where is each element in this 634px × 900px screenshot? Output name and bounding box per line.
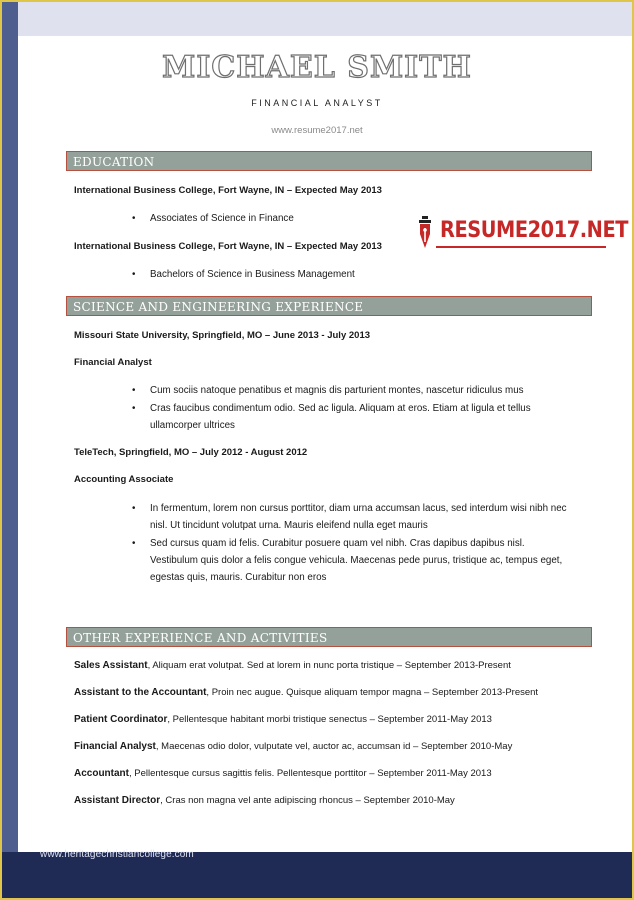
bullet-glyph: • xyxy=(132,538,136,549)
fountain-pen-icon xyxy=(416,216,434,250)
bullet-glyph: • xyxy=(132,269,136,280)
activity-role: Patient Coordinator xyxy=(74,714,168,725)
logo-text: RESUME2017.NET xyxy=(440,218,629,243)
activity-item xyxy=(74,741,512,752)
bullet-text: Cras faucibus condimentum odio. Sed ac ligula. Aliquam at eros. Etiam at ligula et tellus ullamcorper ultrices xyxy=(150,403,531,431)
website-link[interactable]: www.resume2017.net xyxy=(271,125,363,136)
education-school-1: International Business College, Fort Wayne, IN – Expected May 2013 xyxy=(74,185,382,196)
section-title: EDUCATION xyxy=(73,155,155,169)
activity-desc: , Proin nec augue. Quisque aliquam tempor magna – September 2013-Present xyxy=(206,687,539,698)
bullet-text: In fermentum, lorem non cursus porttitor, diam urna accumsan lacus, sed interdum wisi nibh nec nisl. Ut tincidunt volutpat urna. Mauris eleifend nulla eget mauris xyxy=(150,503,567,531)
section-title: SCIENCE AND ENGINEERING EXPERIENCE xyxy=(73,300,364,314)
footer-watermark-url: www.heritagechristiancollege.com xyxy=(40,849,194,860)
activity-item xyxy=(74,687,538,698)
top-band xyxy=(2,2,632,36)
bullet-text: Cum sociis natoque penatibus et magnis dis parturient montes, nascetur ridiculus mus xyxy=(150,385,524,396)
activity-item xyxy=(74,795,455,806)
activity-item xyxy=(74,714,492,725)
activity-role: Accountant xyxy=(74,768,129,779)
candidate-title: FINANCIAL ANALYST xyxy=(251,98,383,108)
bullet-glyph: • xyxy=(132,213,136,224)
resume2017-logo xyxy=(416,216,629,252)
education-school-2: International Business College, Fort Wayne, IN – Expected May 2013 xyxy=(74,241,382,252)
candidate-name: MICHAEL SMITH xyxy=(162,50,472,85)
job-1-bullet-1 xyxy=(132,382,572,399)
activity-role: Sales Assistant xyxy=(74,660,148,671)
section-header-science xyxy=(66,296,592,316)
activity-item xyxy=(74,660,511,671)
job-role-2: Accounting Associate xyxy=(74,474,174,485)
activity-desc: , Maecenas odio dolor, vulputate vel, auctor ac, accumsan id – September 2010-May xyxy=(155,741,513,752)
job-org-2: TeleTech, Springfield, MO – July 2012 - August 2012 xyxy=(74,447,308,458)
degree-text: Bachelors of Science in Business Management xyxy=(150,269,355,280)
job-2-bullet-1 xyxy=(132,500,572,534)
education-degree-2 xyxy=(132,266,572,283)
job-role-1: Financial Analyst xyxy=(74,357,152,368)
bullet-glyph: • xyxy=(132,403,136,414)
activity-role: Assistant to the Accountant xyxy=(74,687,207,698)
activity-desc: , Cras non magna vel ante adipiscing rhoncus – September 2010-May xyxy=(160,795,455,806)
degree-text: Associates of Science in Finance xyxy=(150,213,294,224)
job-2-bullet-2 xyxy=(132,535,572,586)
bullet-glyph: • xyxy=(132,385,136,396)
activity-desc: , Pellentesque habitant morbi tristique senectus – September 2011-May 2013 xyxy=(167,714,492,725)
activity-role: Financial Analyst xyxy=(74,741,156,752)
bullet-text: Sed cursus quam id felis. Curabitur posuere quam vel nibh. Cras dapibus dapibus nisl. Vestibulum quis dolor a felis congue vehicula. Maecenas pede purus, tristique ac, tempus eget, egestas quis, mauris. Curabitur non eros xyxy=(150,538,563,583)
activity-item xyxy=(74,768,492,779)
activity-role: Assistant Director xyxy=(74,795,161,806)
section-title: OTHER EXPERIENCE AND ACTIVITIES xyxy=(73,631,328,645)
job-org-1: Missouri State University, Springfield, MO – June 2013 - July 2013 xyxy=(74,330,371,341)
logo-underline xyxy=(436,246,606,248)
bullet-glyph: • xyxy=(132,503,136,514)
activity-desc: , Pellentesque cursus sagittis felis. Pellentesque porttitor – September 2011-May 2013 xyxy=(129,768,492,779)
job-1-bullet-2 xyxy=(132,400,572,434)
section-header-education xyxy=(66,151,592,171)
activity-desc: , Aliquam erat volutpat. Sed at lorem in nunc porta tristique – September 2013-Present xyxy=(147,660,511,671)
section-header-other xyxy=(66,627,592,647)
